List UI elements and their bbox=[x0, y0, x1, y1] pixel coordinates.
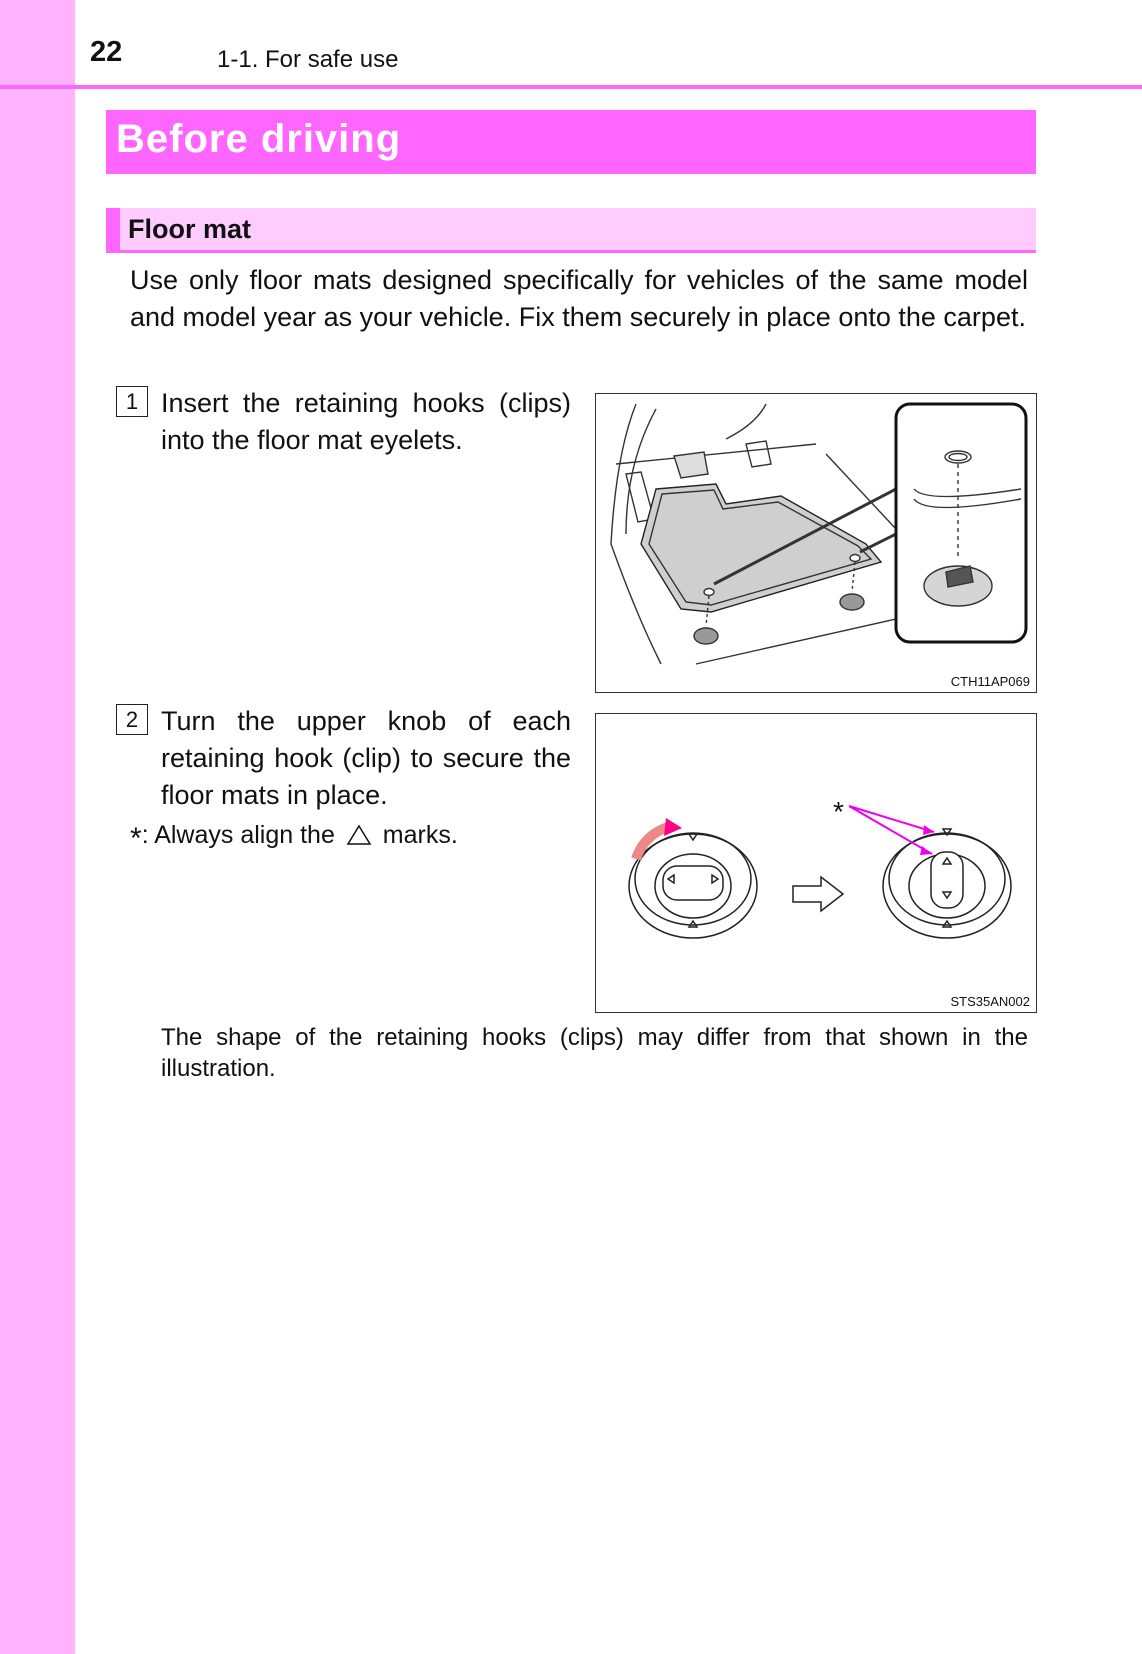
note-text-before: : Always align the bbox=[141, 821, 335, 849]
floor-mat-illustration bbox=[596, 394, 1036, 692]
figure-star-label: * bbox=[833, 796, 844, 827]
figure-knob-turn bbox=[595, 713, 1037, 1013]
step-number-2: 2 bbox=[116, 704, 148, 735]
figure-code-1: CTH11AP069 bbox=[950, 674, 1030, 689]
knob-turn-illustration bbox=[596, 714, 1036, 1012]
section-path: 1-1. For safe use bbox=[217, 46, 399, 73]
subtitle-bar bbox=[106, 208, 1036, 253]
page-title: Before driving bbox=[116, 117, 402, 161]
note bbox=[130, 821, 458, 856]
header-rule bbox=[0, 85, 1142, 89]
step-text-1: Insert the retaining hooks (clips) into the floor mat eyelets. bbox=[161, 388, 571, 455]
step-number-1: 1 bbox=[116, 386, 148, 417]
side-band bbox=[0, 0, 75, 1654]
page-number: 22 bbox=[90, 36, 123, 68]
note-star: * bbox=[130, 822, 142, 855]
title-bar bbox=[106, 110, 1036, 174]
subtitle: Floor mat bbox=[128, 214, 252, 244]
figure-floor-mat bbox=[595, 393, 1037, 693]
note-text-after: marks. bbox=[382, 821, 458, 849]
triangle-mark-icon bbox=[346, 824, 372, 846]
step-text-2: Turn the upper knob of each retaining hook (clip) to secure the floor mats in place. bbox=[161, 706, 571, 810]
figure-code-2: STS35AN002 bbox=[950, 994, 1030, 1009]
intro-paragraph: Use only floor mats designed specifically for vehicles of the same model and model year as your vehicle. Fix them securely in place onto the carpet. bbox=[130, 265, 1028, 332]
illustration-caption: The shape of the retaining hooks (clips) may differ from that shown in the illustration. bbox=[161, 1024, 1028, 1082]
